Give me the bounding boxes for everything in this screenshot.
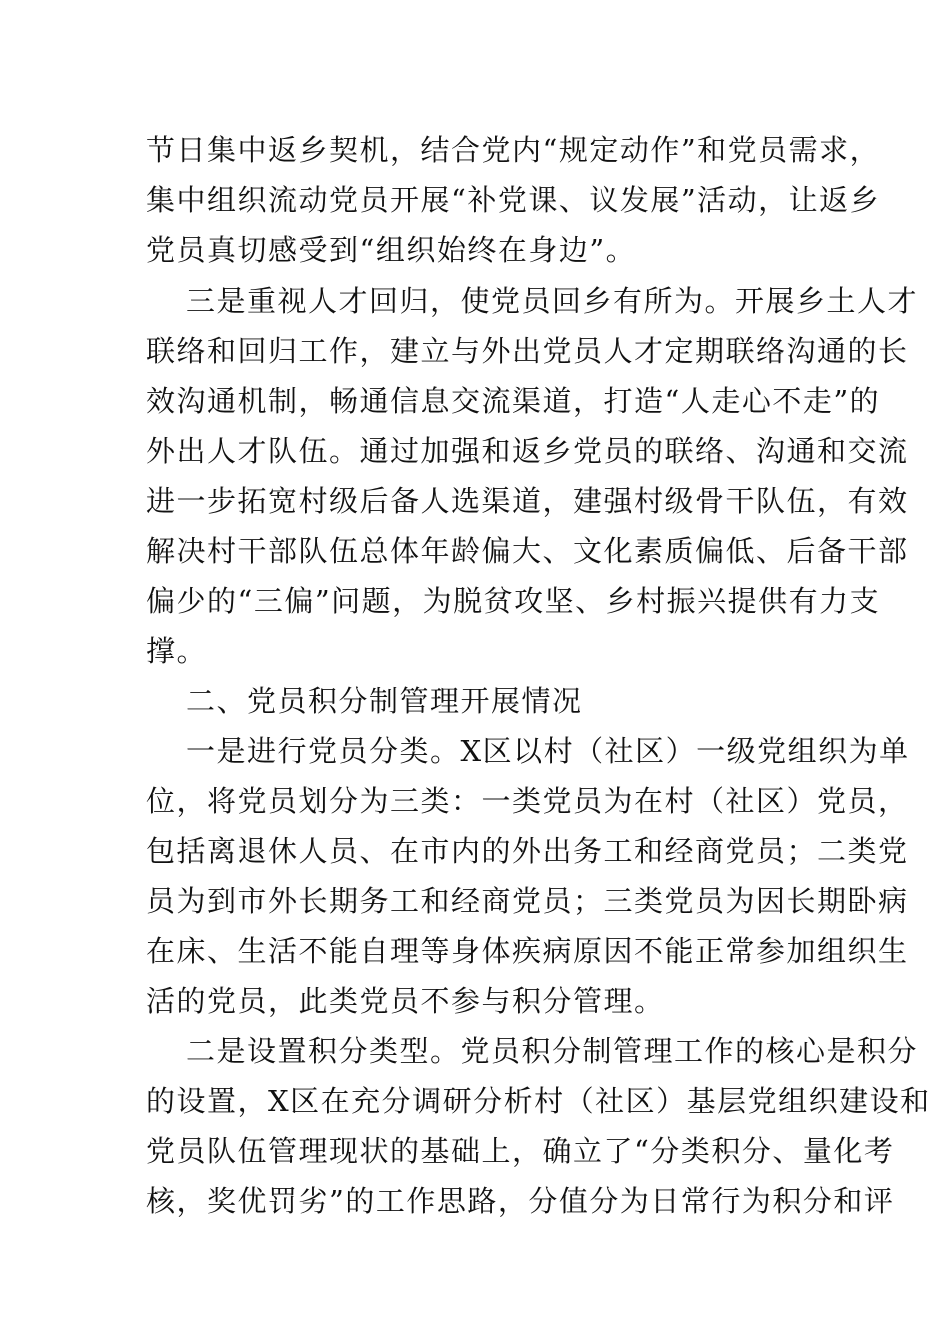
text-line: 在床、生活不能自理等身体疾病原因不能正常参加组织生: [146, 934, 909, 968]
text-line: 活的党员，此类党员不参与积分管理。: [146, 984, 665, 1018]
text-line: 党员真切感受到“组织始终在身边”。: [146, 233, 637, 267]
text-line: 撑。: [146, 634, 208, 668]
text-line: 包括离退休人员、在市内的外出务工和经商党员；二类党: [146, 834, 909, 868]
paragraph-start-line: 三是重视人才回归，使党员回乡有所为。开展乡土人才: [186, 284, 919, 318]
text-line: 员为到市外长期务工和经商党员；三类党员为因长期卧病: [146, 884, 909, 918]
text-line: 节日集中返乡契机，结合党内“规定动作”和党员需求，: [146, 133, 881, 167]
text-line: 进一步拓宽村级后备人选渠道，建强村级骨干队伍，有效: [146, 484, 909, 518]
text-line: 的设置，X区在充分调研分析村（社区）基层党组织建设和: [146, 1084, 931, 1118]
text-line: 核，奖优罚劣”的工作思路，分值分为日常行为积分和评: [146, 1184, 895, 1218]
text-line: 集中组织流动党员开展“补党课、议发展”活动，让返乡: [146, 183, 881, 217]
text-line: 偏少的“三偏”问题，为脱贫攻坚、乡村振兴提供有力支: [146, 584, 881, 618]
text-line: 解决村干部队伍总体年龄偏大、文化素质偏低、后备干部: [146, 534, 909, 568]
text-line: 效沟通机制，畅通信息交流渠道，打造“人走心不走”的: [146, 384, 881, 418]
section-heading: 二、党员积分制管理开展情况: [186, 684, 583, 718]
paragraph-start-line: 一是进行党员分类。X区以村（社区）一级党组织为单: [186, 734, 910, 768]
text-line: 外出人才队伍。通过加强和返乡党员的联络、沟通和交流: [146, 434, 909, 468]
text-line: 党员队伍管理现状的基础上，确立了“分类积分、量化考: [146, 1134, 895, 1168]
text-line: 位，将党员划分为三类：一类党员为在村（社区）党员，: [146, 784, 909, 818]
text-line: 联络和回归工作，建立与外出党员人才定期联络沟通的长: [146, 334, 909, 368]
paragraph-start-line: 二是设置积分类型。党员积分制管理工作的核心是积分: [186, 1034, 919, 1068]
